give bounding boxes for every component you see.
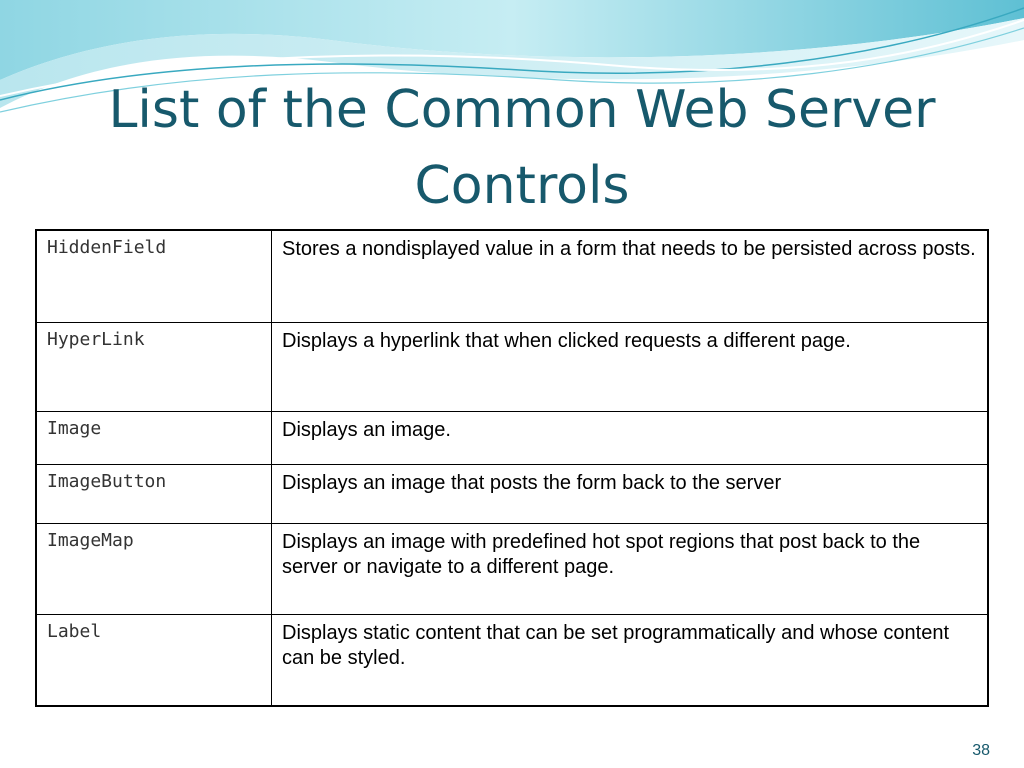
control-name-cell: HiddenField [36,230,272,323]
table-row [36,323,988,412]
page-number: 38 [972,742,990,759]
control-description-cell: Displays an image. [272,412,989,465]
slide-title-line-2: Controls [414,156,630,216]
table-row [36,230,988,323]
control-description-cell: Displays an image that posts the form back to the server [272,465,989,524]
slide-title [40,72,1004,224]
control-name-cell: ImageButton [36,465,272,524]
control-name-cell: Label [36,615,272,707]
control-description-cell: Displays a hyperlink that when clicked requests a different page. [272,323,989,412]
table-row [36,412,988,465]
control-description-cell: Displays static content that can be set programmatically and whose content can be styled. [272,615,989,707]
slide-title-line-1: List of the Common Web Server [108,80,936,140]
control-name-cell: HyperLink [36,323,272,412]
table-row [36,615,988,707]
controls-table [35,229,989,707]
control-description-cell: Displays an image with predefined hot spot regions that post back to the server or navigate to a different page. [272,524,989,615]
table-row [36,465,988,524]
control-name-cell: ImageMap [36,524,272,615]
table-row [36,524,988,615]
control-description-cell: Stores a nondisplayed value in a form that needs to be persisted across posts. [272,230,989,323]
control-name-cell: Image [36,412,272,465]
